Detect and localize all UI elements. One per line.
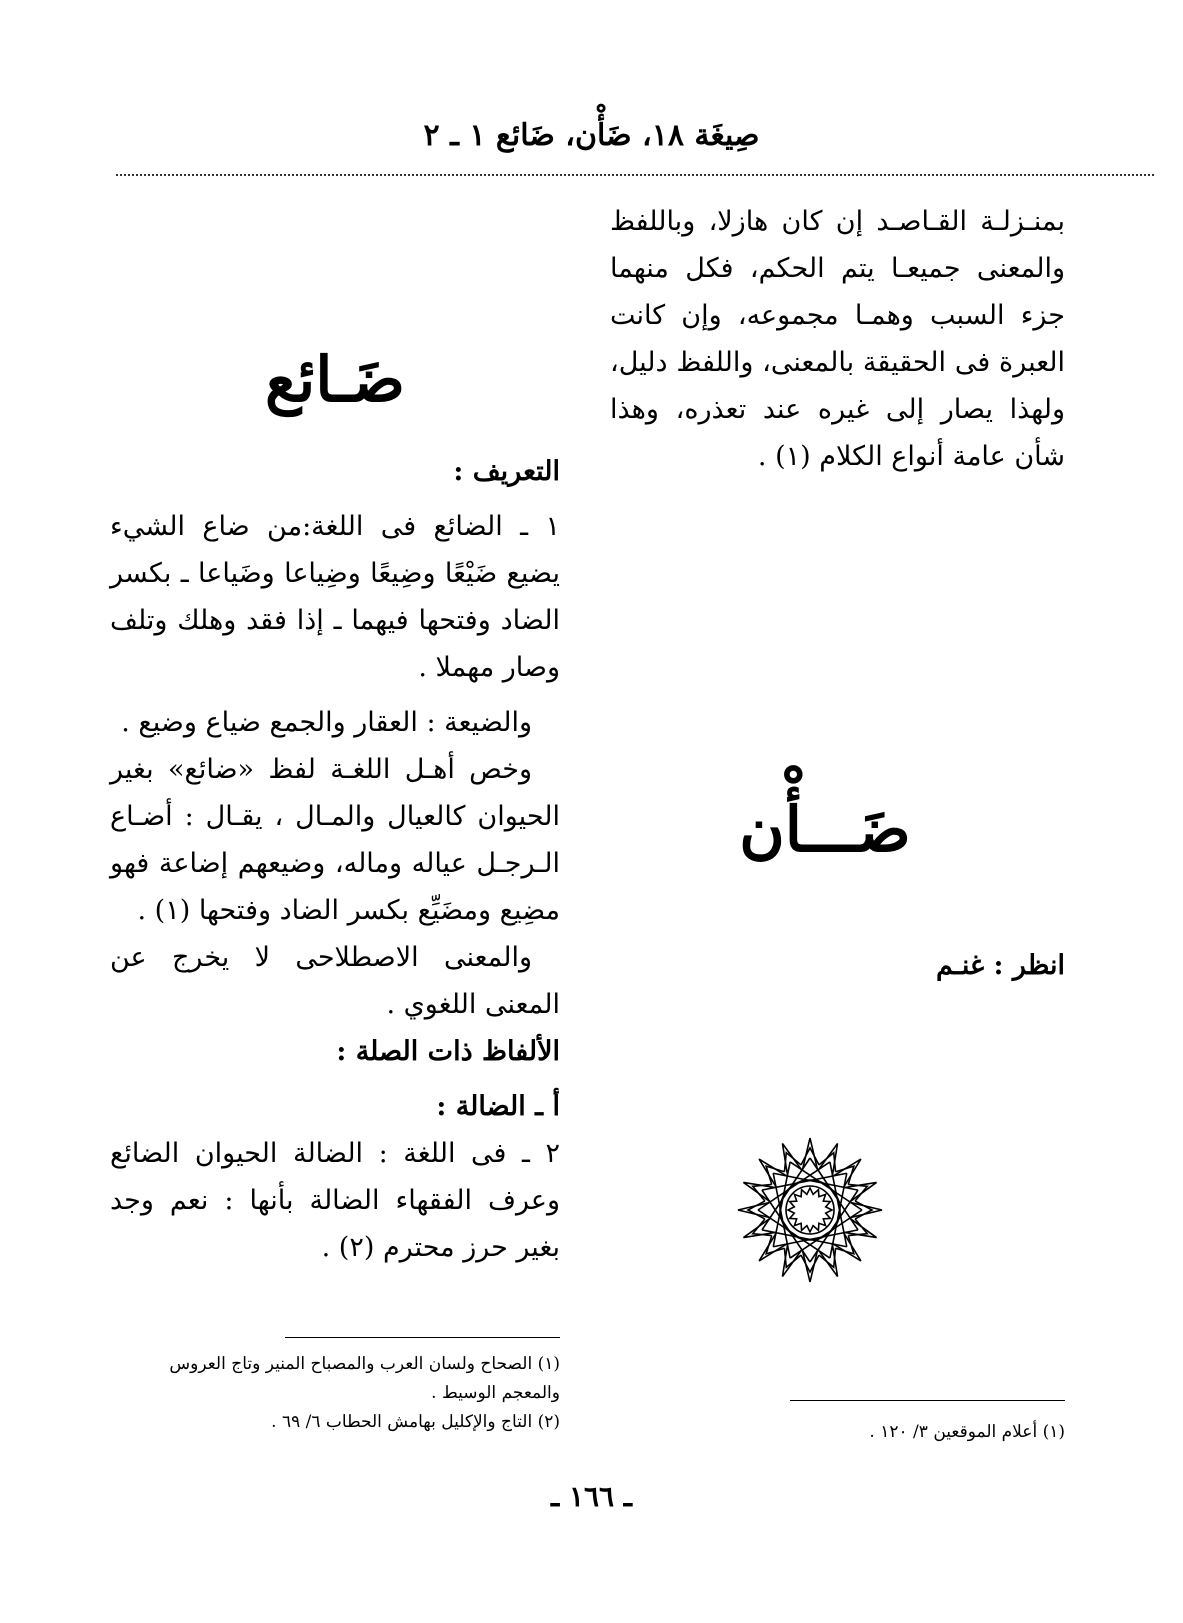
entry-heading-daan: ضَـــأْن — [739, 793, 911, 866]
sub-heading-dalla: أ ـ الضالة : — [436, 1091, 560, 1122]
footnote-left-2: (٢) التاج والإكليل بهامش الحطاب ٦/ ٦٩ . — [271, 1412, 560, 1432]
dalla-paragraph: ٢ ـ فى اللغة : الضالة الحيوان الضائع وعرف الفقهاء الضالة بأنها : نعم وجد بغير حرز محترم (٢) . — [110, 1138, 560, 1263]
running-header: صِيغَة ١٨، ضَأْن، ضَائع ١ ـ ٢ — [423, 118, 760, 153]
see-also-reference: انظر : غنـم — [936, 950, 1065, 981]
left-column-entry — [110, 448, 560, 1271]
footnote-left-1: (١) الصحاح ولسان العرب والمصباح المنير وتاج العروس والمعجم الوسيط . — [169, 1354, 560, 1403]
definition-paragraph-3: وخص أهـل اللغـة لفظ «ضائع» بغير الحيوان كالعيال والمـال ، يقـال : أضـاع الـرجـل عياله وماله، وضيعهم إضاعة فهو مضِيع ومضَيِّع بكسر الضاد وفتحها (١) . — [110, 754, 560, 926]
definition-paragraph-2: والضيعة : العقار والجمع ضياع وضيع . — [121, 707, 532, 738]
footnote-right-1: (١) أعلام الموقعين ٣/ ١٢٠ . — [869, 1422, 1065, 1442]
continuation-paragraph: بمنـزلـة القـاصـد إن كان هازلا، وباللفظ والمعنى جميعـا يتم الحكم، فكل منهما جزء السبب وهمـا مجموعه، وإن كانت العبرة فى الحقيقة بالمعنى، واللفظ دليل، ولهذا يصار إلى غيره عند تعذره، وهذا شأن عامة أنواع الكلام (١) . — [610, 206, 1065, 472]
header-dotted-rule — [116, 174, 1154, 176]
definition-label: التعريف : — [453, 456, 560, 487]
entry-heading-dhaa: ضَـائع — [265, 343, 405, 416]
page-number: ـ ١٦٦ ـ — [550, 1480, 633, 1513]
definition-paragraph-1: ١ ـ الضائع فى اللغة:من ضاع الشيء يضيع ضَيْعًا وضِيعًا وضِياعا وضَياعا ـ بكسر الضاد وفتحها فيهما ـ إذا فقد وهلك وتلف وصار مهملا . — [110, 511, 560, 683]
definition-paragraph-4: والمعنى الاصطلاحى لا يخرج عن المعنى اللغوي . — [110, 942, 560, 1020]
footnote-rule-right — [790, 1400, 1065, 1401]
right-column-continuation — [610, 198, 1065, 480]
footnotes-left — [108, 1350, 560, 1437]
geometric-star-ornament-icon — [735, 1135, 885, 1285]
footnotes-right — [790, 1418, 1065, 1447]
related-terms-label: الألفاظ ذات الصلة : — [336, 1036, 560, 1067]
footnote-rule-left — [285, 1337, 560, 1338]
